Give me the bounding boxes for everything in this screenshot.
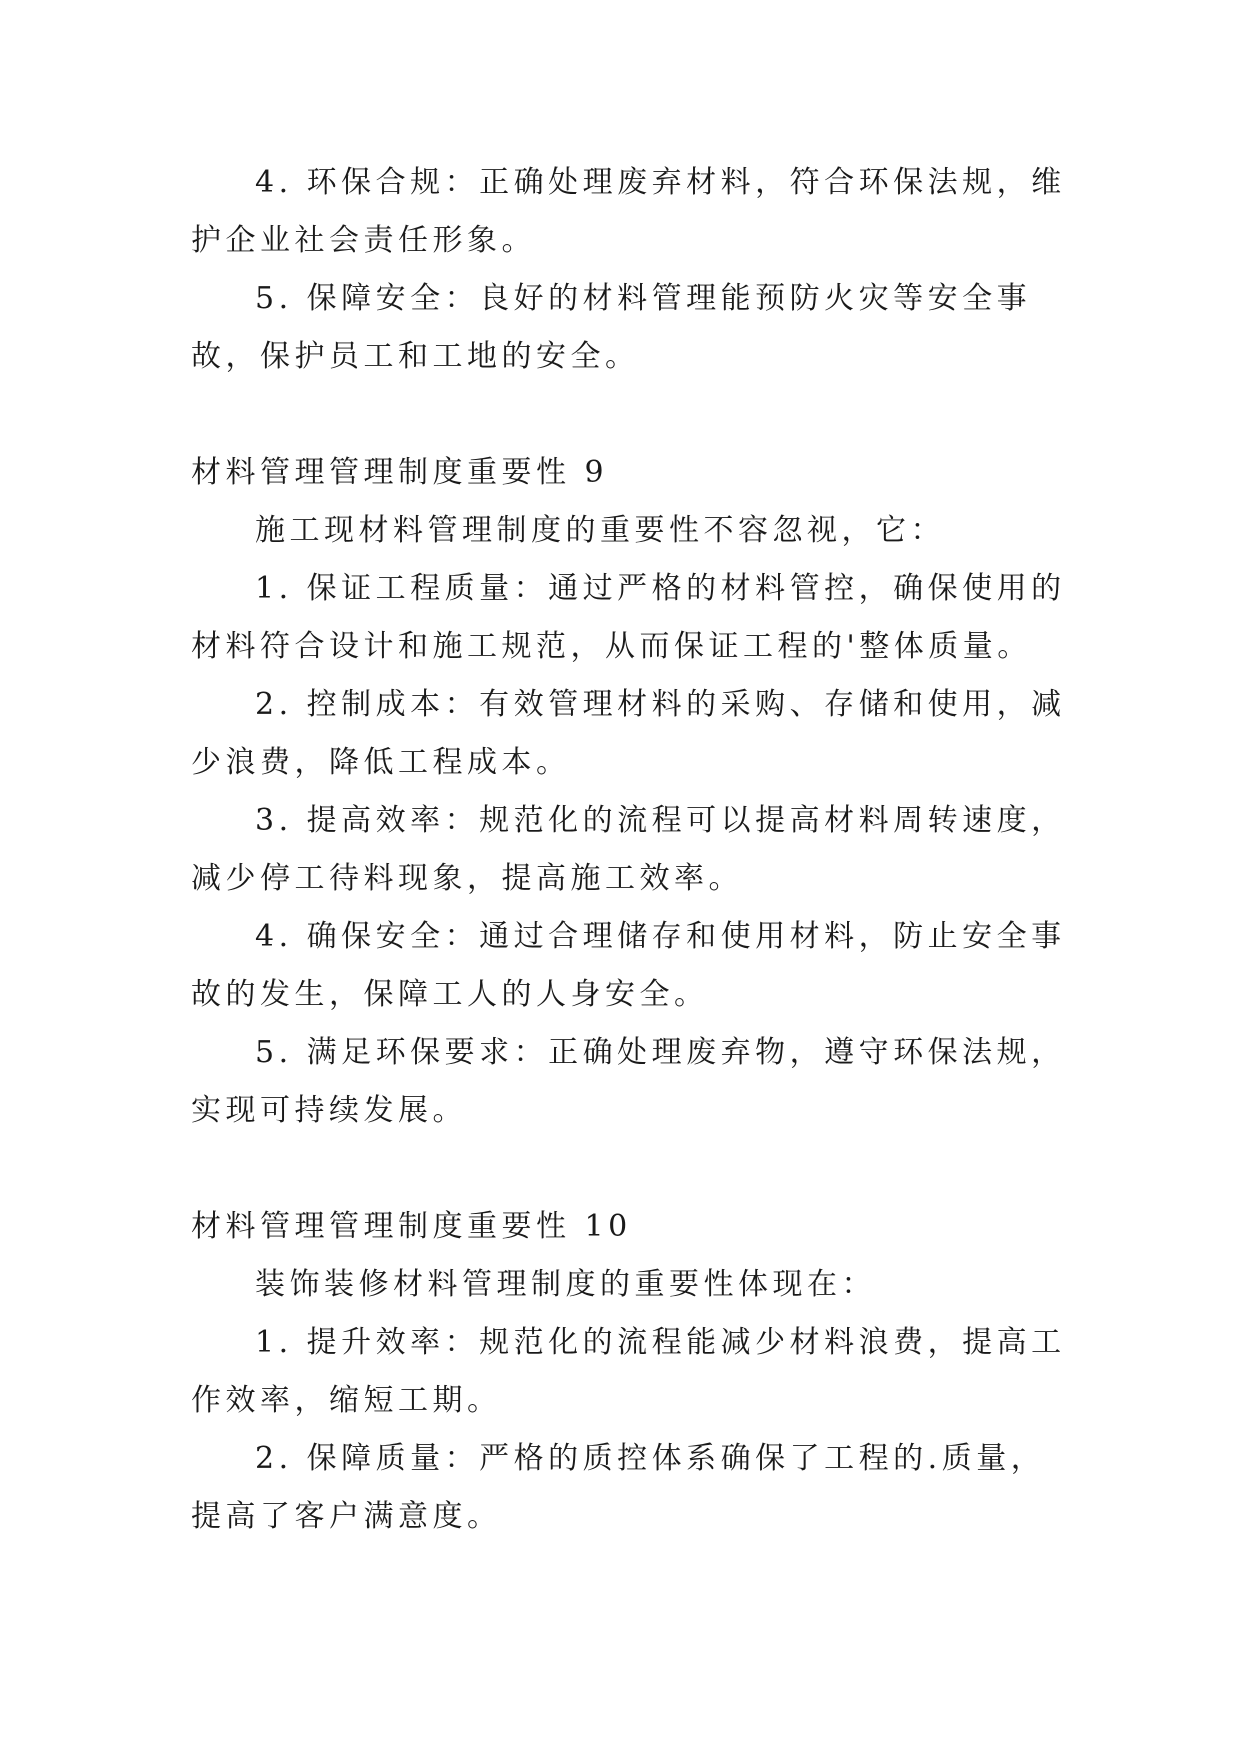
document-body [191, 154, 1071, 1546]
list-item: 1. 保证工程质量：通过严格的材料管控，确保使用的材料符合设计和施工规范，从而保证工程的'整体质量。 [191, 571, 1066, 664]
section-heading: 材料管理管理制度重要性 10 [191, 1209, 632, 1244]
list-item: 3. 提高效率：规范化的流程可以提高材料周转速度，减少停工待料现象，提高施工效率。 [191, 803, 1066, 896]
list-item: 5. 满足环保要求：正确处理废弃物，遵守环保法规，实现可持续发展。 [191, 1035, 1066, 1128]
section-previous [191, 154, 1071, 386]
section-9 [191, 444, 1071, 1140]
section-heading: 材料管理管理制度重要性 9 [191, 455, 609, 490]
section-intro: 装饰装修材料管理制度的重要性体现在： [255, 1267, 876, 1302]
list-item: 4. 环保合规：正确处理废弃材料，符合环保法规，维护企业社会责任形象。 [191, 165, 1066, 258]
section-10 [191, 1198, 1071, 1546]
list-item: 2. 控制成本：有效管理材料的采购、存储和使用，减少浪费，降低工程成本。 [191, 687, 1066, 780]
section-intro: 施工现材料管理制度的重要性不容忽视，它： [255, 513, 945, 548]
list-item: 1. 提升效率：规范化的流程能减少材料浪费，提高工作效率，缩短工期。 [191, 1325, 1066, 1418]
list-item: 5. 保障安全：良好的材料管理能预防火灾等安全事故，保护员工和工地的安全。 [191, 281, 1032, 374]
list-item: 4. 确保安全：通过合理储存和使用材料，防止安全事故的发生，保障工人的人身安全。 [191, 919, 1066, 1012]
list-item: 2. 保障质量：严格的质控体系确保了工程的.质量，提高了客户满意度。 [191, 1441, 1046, 1534]
